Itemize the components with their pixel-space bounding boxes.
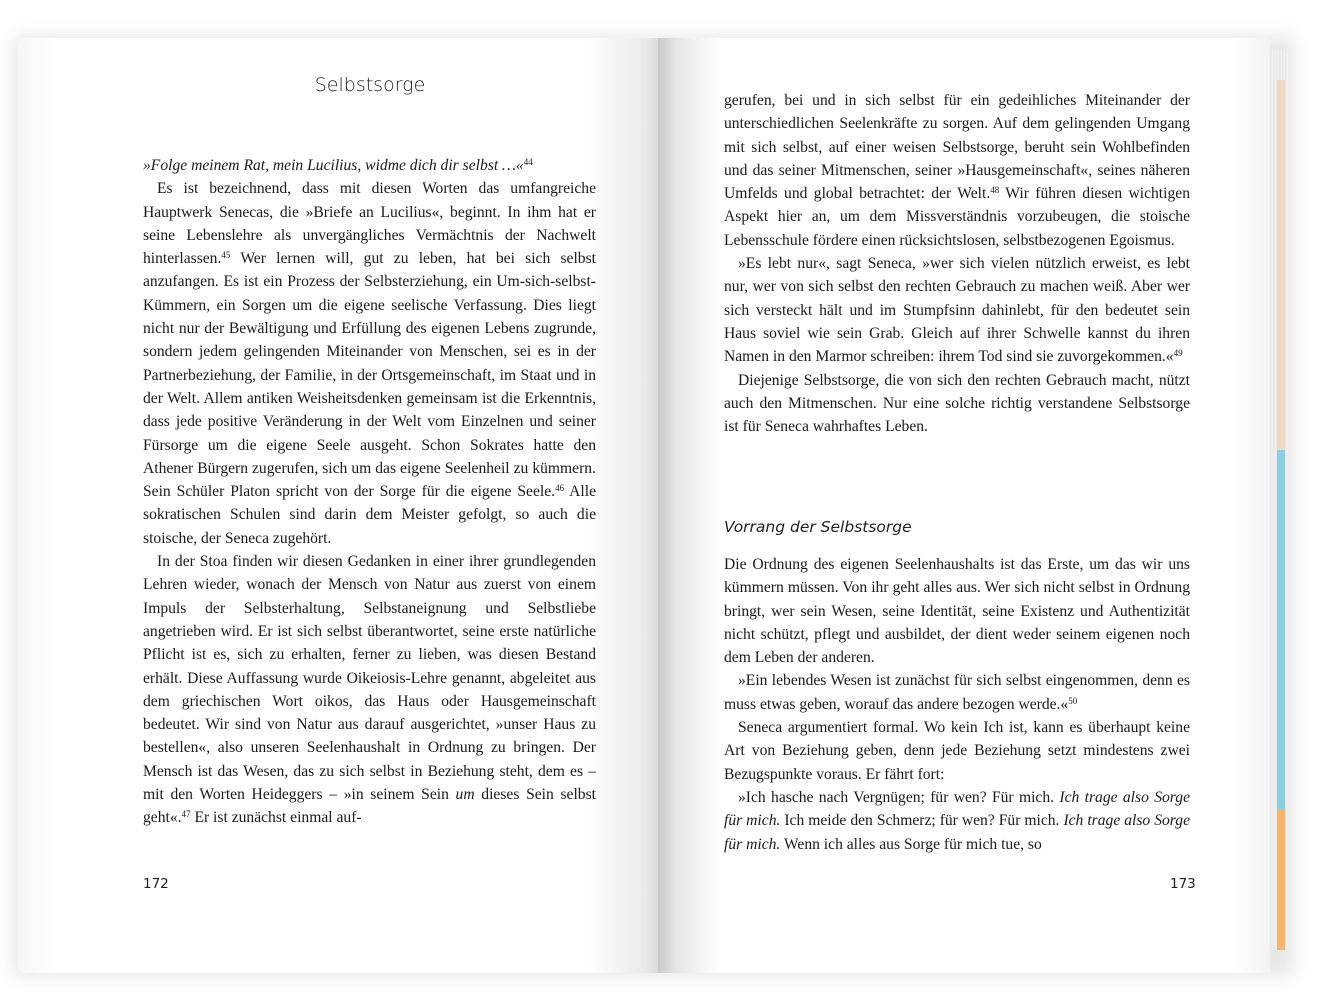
- left-page-text: [143, 154, 596, 830]
- running-title: Selbstsorge: [314, 74, 426, 96]
- edge-color-strip-top: [1277, 80, 1285, 460]
- paragraph: In der Stoa finden wir diesen Gedanken in einer ihrer grundlegenden Lehren wieder, wonach der Mensch von Natur aus zuerst von einem Impuls der Selbsterhaltung, Selbstaneignung und Selbstliebe angetrieben wird. Er ist sich selbst überantwortet, seine erste natürliche Pflicht ist es, sich zu erhalten, ferner zu lieben, was diesen Bestand erhält. Diese Auffassung wurde Oikeiosis-Lehre genannt, abgeleitet aus dem griechischen Wort oikos, das Haus oder Hausgemeinschaft bedeutet. Wir sind von Natur aus darauf ausgerichtet, »unser Haus zu bestellen«, also unseren Seelenhaushalt in Ordnung zu bringen. Der Mensch ist das Wesen, das zu sich selbst in Beziehung steht, dem es – mit den Worten Heideggers – »in seinem Sein um dieses Sein selbst geht«.$^{47}$ Er ist zunächst einmal auf-: [143, 553, 596, 827]
- paragraph: »Es lebt nur«, sagt Seneca, »wer sich vielen nützlich erweist, es lebt nur, wer von sich selbst den rechten Gebrauch zu machen weiß. Aber wer sich versteckt hält und im Stumpfsinn dahinlebt, für den bedeutet sein Haus soviel wie sein Grab. Gleich auf ihrer Schwelle kannst du ihren Namen in den Marmor schreiben: ihrem Tod sind sie zuvorgekommen.«$^{49}$: [724, 255, 1190, 366]
- page-number-left: 172: [143, 876, 169, 892]
- paragraph: Es ist bezeichnend, dass mit diesen Worten das umfangreiche Hauptwerk Senecas, die »Briefe an Lucilius«, beginnt. In ihm hat er seine Lebenslehre als unvergängliches Vermächtnis der Nachwelt hinterlassen.$^{45}$ Wer lernen will, gut zu leben, hat bei sich selbst anzufangen. Es ist ein Prozess der Selbsterziehung, ein Um-sich-selbst-Kümmern, ein Sorgen um die eigene seelische Verfassung. Dies liegt nicht nur der Bewältigung und Erfüllung des eigenen Lebens zugrunde, sondern jedem gelingenden Miteinander von Menschen, sei es in der Partnerbeziehung, der Familie, in der Ortsgemeinschaft, im Staat und in der Welt. Allem antiken Weisheitsdenken gemeinsam ist die Erkenntnis, dass jede positive Veränderung in der Welt vom Einzelnen und seiner Fürsorge um die eigene Seele ausgeht. Schon Sokrates hatte den Athener Bürgern zugerufen, sich um das eigene Seelenheil zu kümmern. Sein Schüler Platon spricht von der Sorge für die eigene Seele.$^{46}$ Alle sokratischen Schulen sind darin dem Meister gefolgt, so auch die stoische, der Seneca zugehört.: [143, 180, 596, 547]
- edge-color-strip-blue: [1277, 450, 1285, 810]
- edge-color-strip-orange: [1277, 810, 1285, 950]
- paragraph: Seneca argumentiert formal. Wo kein Ich ist, kann es überhaupt keine Art von Beziehung geben, denn jede Beziehung setzt mindestens zwei Bezugspunkte voraus. Er fährt fort:: [724, 719, 1190, 783]
- paragraph: »Ein lebendes Wesen ist zunächst für sich selbst eingenommen, denn es muss etwas geben, worauf das andere bezogen werde.«$^{50}$: [724, 672, 1190, 713]
- right-page-text-top: [724, 89, 1190, 438]
- paragraph: Die Ordnung des eigenen Seelenhaushalts ist das Erste, um das wir uns kümmern müssen. Von ihr geht alles aus. Wer sich nicht selbst in Ordnung bringt, wer sein Wesen, seine Identität, seine Existenz und Authentizität nicht schützt, pflegt und ausbildet, der dient weder seinem eigenen noch dem Leben der anderen.: [724, 556, 1190, 667]
- paragraph: Diejenige Selbstsorge, die von sich den rechten Gebrauch macht, nützt auch den Mitmenschen. Nur eine solche richtig verstandene Selbstsorge ist für Seneca wahrhaftes Leben.: [724, 371, 1190, 436]
- right-page-text-bottom: [724, 553, 1190, 856]
- paragraph: gerufen, bei und in sich selbst für ein gedeihliches Miteinander der unterschiedlichen Seelenkräfte zu sorgen. Auf dem gelingenden Umgang mit sich selbst, auf einer weisen Selbstsorge, beruht sein Wohlbefinden und das seiner Mitmenschen, seiner »Hausgemeinschaft«, seines näheren Umfelds und global betrachtet: der Welt.$^{48}$ Wir führen diesen wichtigen Aspekt hier an, um dem Missverständnis vorzubeugen, die stoische Lebensschule fördere einen rücksichtslosen, selbstbezogenen Egoismus.: [724, 92, 1190, 249]
- epigraph: »Folge meinem Rat, mein Lucilius, widme dich dir selbst …«$^{44}$: [143, 157, 533, 174]
- paragraph: »Ich hasche nach Vergnügen; für wen? Für mich. Ich trage also Sorge für mich. Ich meide den Schmerz; für wen? Für mich. Ich trage also Sorge für mich. Wenn ich alles aus Sorge für mich tue, so: [724, 788, 1190, 853]
- page-number-right: 173: [1170, 876, 1196, 892]
- section-heading: Vorrang der Selbstsorge: [724, 518, 912, 536]
